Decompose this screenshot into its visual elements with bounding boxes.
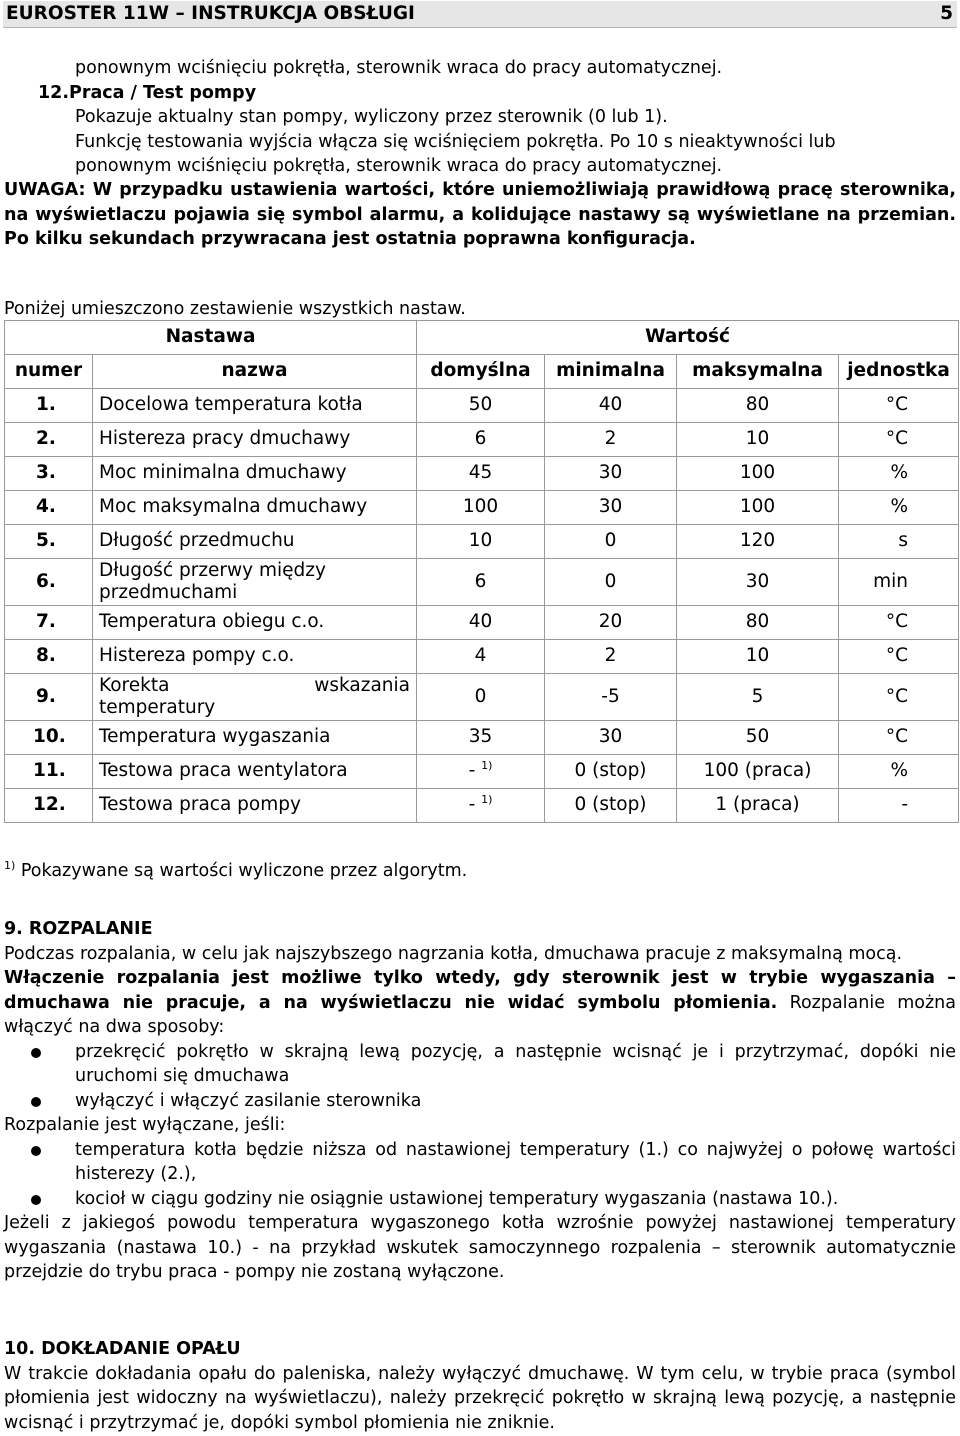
default-dash: -: [468, 794, 476, 816]
section-9-off-intro: Rozpalanie jest wyłączane, jeśli:: [4, 1115, 286, 1135]
row-default: 45: [417, 457, 545, 491]
row-number: 10.: [5, 721, 93, 755]
row-unit: °C: [839, 640, 959, 674]
column-header: minimalna: [545, 355, 677, 389]
header-title: EUROSTER 11W – INSTRUKCJA OBSŁUGI: [6, 2, 415, 24]
list-item: [4, 1089, 956, 1114]
list-item: [4, 1040, 956, 1089]
row-name-part: temperatury: [99, 697, 216, 718]
footnote-ref: 1): [481, 793, 493, 807]
warning-text: UWAGA: W przypadku ustawienia wartości, które uniemożliwiają prawidłową pracę sterownika, na wyświetlaczu pojawia się symbol alarmu, a kolidujące nastawy są wyświetlane na przemian. Po kilku sekundach przywracana jest ostatnia poprawna konfiguracja.: [4, 180, 956, 249]
row-max: 100 (praca): [677, 755, 839, 789]
section-9-note-rest: Rozpalanie można włączyć na dwa sposoby:: [4, 992, 956, 1037]
row-name-part: Korekta: [99, 675, 170, 696]
row-unit: °C: [839, 721, 959, 755]
row-name: [93, 674, 417, 721]
item12-title: 12.Praca / Test pompy: [38, 82, 257, 103]
row-number: 3.: [5, 457, 93, 491]
item12-line: Pokazuje aktualny stan pompy, wyliczony przez sterownik (0 lub 1).: [75, 107, 668, 127]
row-unit: °C: [839, 423, 959, 457]
row-default: 100: [417, 491, 545, 525]
section-9-paragraph: Jeżeli z jakiegoś powodu temperatura wygaszonego kotła wzrośnie powyżej nastawionej temperatury wygaszania (nastawa 10.) - na przykład wskutek samoczynnego rozpalenia – sterownik automatycznie przejdzie do trybu praca - pompy nie zostaną wyłączone.: [4, 1213, 956, 1282]
row-number: 6.: [5, 559, 93, 606]
bullet-icon: [31, 1146, 41, 1156]
row-min: 20: [545, 606, 677, 640]
row-max: 30: [677, 559, 839, 606]
row-default: 6: [417, 559, 545, 606]
table-row: [5, 559, 959, 606]
row-number: 1.: [5, 389, 93, 423]
column-header: maksymalna: [677, 355, 839, 389]
table-column-header-row: [5, 355, 959, 389]
bullet-icon: [31, 1195, 41, 1205]
row-name-line: [99, 675, 410, 697]
table-row: [5, 389, 959, 423]
row-min: 2: [545, 423, 677, 457]
table-group-header-row: [5, 321, 959, 355]
row-number: 7.: [5, 606, 93, 640]
row-default: 10: [417, 525, 545, 559]
row-unit: %: [839, 755, 959, 789]
table-row: [5, 423, 959, 457]
row-number: 11.: [5, 755, 93, 789]
row-default: [417, 789, 545, 823]
row-max: 50: [677, 721, 839, 755]
row-name: Testowa praca pompy: [93, 789, 417, 823]
footnote-ref: 1): [481, 759, 493, 773]
row-unit: -: [839, 789, 959, 823]
row-default: [417, 755, 545, 789]
row-default: 6: [417, 423, 545, 457]
row-min: 2: [545, 640, 677, 674]
column-header: jednostka: [839, 355, 959, 389]
item12-line: Funkcję testowania wyjścia włącza się wciśnięciem pokrętła. Po 10 s nieaktywności lub: [75, 131, 836, 152]
table-footnote: [4, 859, 956, 884]
intro-block: [4, 56, 956, 179]
row-number: 4.: [5, 491, 93, 525]
row-unit: °C: [839, 606, 959, 640]
row-unit: °C: [839, 674, 959, 721]
row-min: 40: [545, 389, 677, 423]
table-row: [5, 491, 959, 525]
default-dash: -: [468, 760, 476, 782]
row-number: 2.: [5, 423, 93, 457]
row-unit: s: [839, 525, 959, 559]
row-name: Temperatura obiegu c.o.: [93, 606, 417, 640]
row-max: 10: [677, 640, 839, 674]
intro-line: ponownym wciśnięciu pokrętła, sterownik wraca do pracy automatycznej.: [75, 58, 723, 78]
table-row: [5, 640, 959, 674]
group-header-value: Wartość: [417, 321, 959, 355]
row-unit: °C: [839, 389, 959, 423]
footnote-text: Pokazywane są wartości wyliczone przez algorytm.: [20, 861, 468, 881]
row-name: Moc minimalna dmuchawy: [93, 457, 417, 491]
list-item-text: kocioł w ciągu godziny nie osiągnie ustawionej temperatury wygaszania (nastawa 10.).: [75, 1188, 839, 1209]
row-name: Histereza pompy c.o.: [93, 640, 417, 674]
footnote-mark: 1): [4, 859, 16, 873]
row-name-part: wskazania: [314, 675, 411, 696]
section-9-bold-note: Włączenie rozpalania jest możliwe tylko wtedy, gdy sterownik jest w trybie wygaszania – dmuchawa nie pracuje, a na wyświetlaczu nie widać symbolu płomienia.: [4, 968, 956, 1013]
group-header-setting: Nastawa: [5, 321, 417, 355]
row-max: 100: [677, 491, 839, 525]
table-row: [5, 606, 959, 640]
table-row: [5, 755, 959, 789]
column-header: numer: [5, 355, 93, 389]
row-max: 120: [677, 525, 839, 559]
page-header: [3, 1, 957, 28]
row-number: 5.: [5, 525, 93, 559]
row-name: Testowa praca wentylatora: [93, 755, 417, 789]
row-min: 0 (stop): [545, 789, 677, 823]
list-item: [4, 1138, 956, 1187]
section-10: [4, 1337, 956, 1435]
section-9: [4, 917, 956, 1285]
list-item: [4, 1187, 956, 1212]
row-max: 80: [677, 606, 839, 640]
row-unit: %: [839, 491, 959, 525]
column-header: domyślna: [417, 355, 545, 389]
list-item-text: przekręcić pokrętło w skrajną lewą pozycję, a następnie wcisnąć je i przytrzymać, dopóki nie uruchomi się dmuchawa: [75, 1041, 956, 1086]
section-10-title: 10. DOKŁADANIE OPAŁU: [4, 1339, 241, 1359]
row-default: 35: [417, 721, 545, 755]
row-default: 50: [417, 389, 545, 423]
list-item-text: wyłączyć i włączyć zasilanie sterownika: [75, 1090, 422, 1111]
row-name: Histereza pracy dmuchawy: [93, 423, 417, 457]
table-row: [5, 525, 959, 559]
page-number: 5: [940, 2, 953, 24]
row-name: Temperatura wygaszania: [93, 721, 417, 755]
list-item-text: temperatura kotła będzie niższa od nastawionej temperatury (1.) co najwyżej o połowę wartości histerezy (2.),: [75, 1139, 956, 1184]
row-unit: min: [839, 559, 959, 606]
table-caption: Poniżej umieszczono zestawienie wszystkich nastaw.: [4, 299, 466, 319]
row-default: 0: [417, 674, 545, 721]
row-name: Moc maksymalna dmuchawy: [93, 491, 417, 525]
row-max: 10: [677, 423, 839, 457]
bullet-icon: [31, 1048, 41, 1058]
column-header: nazwa: [93, 355, 417, 389]
row-unit: %: [839, 457, 959, 491]
row-number: 12.: [5, 789, 93, 823]
row-name: Długość przerwy między przedmuchami: [93, 559, 417, 606]
row-default: 4: [417, 640, 545, 674]
settings-table: [4, 320, 959, 823]
bullet-icon: [31, 1097, 41, 1107]
table-row: [5, 674, 959, 721]
row-min: 0 (stop): [545, 755, 677, 789]
row-max: 1 (praca): [677, 789, 839, 823]
row-name: Długość przedmuchu: [93, 525, 417, 559]
section-9-paragraph: Podczas rozpalania, w celu jak najszybszego nagrzania kotła, dmuchawa pracuje z maksymalną mocą.: [4, 943, 903, 964]
row-min: 0: [545, 559, 677, 606]
row-min: -5: [545, 674, 677, 721]
row-default: 40: [417, 606, 545, 640]
row-min: 0: [545, 525, 677, 559]
section-9-title: 9. ROZPALANIE: [4, 919, 153, 939]
section-10-paragraph: W trakcie dokładania opału do paleniska, należy wyłączyć dmuchawę. W tym celu, w trybie praca (symbol płomienia jest widoczny na wyświetlaczu), należy przekręcić pokrętło w skrajną lewą pozycję, a następnie wcisnąć i przytrzymać je, dopóki symbol płomienia nie zniknie.: [4, 1363, 956, 1433]
row-name: Docelowa temperatura kotła: [93, 389, 417, 423]
row-max: 80: [677, 389, 839, 423]
row-min: 30: [545, 457, 677, 491]
table-row: [5, 721, 959, 755]
row-max: 100: [677, 457, 839, 491]
row-number: 8.: [5, 640, 93, 674]
row-max: 5: [677, 674, 839, 721]
row-min: 30: [545, 491, 677, 525]
row-min: 30: [545, 721, 677, 755]
item12-line: ponownym wciśnięciu pokrętła, sterownik wraca do pracy automatycznej.: [75, 156, 723, 176]
row-number: 9.: [5, 674, 93, 721]
table-row: [5, 789, 959, 823]
table-row: [5, 457, 959, 491]
warning-note: [4, 178, 956, 252]
table-caption-block: [4, 297, 956, 322]
